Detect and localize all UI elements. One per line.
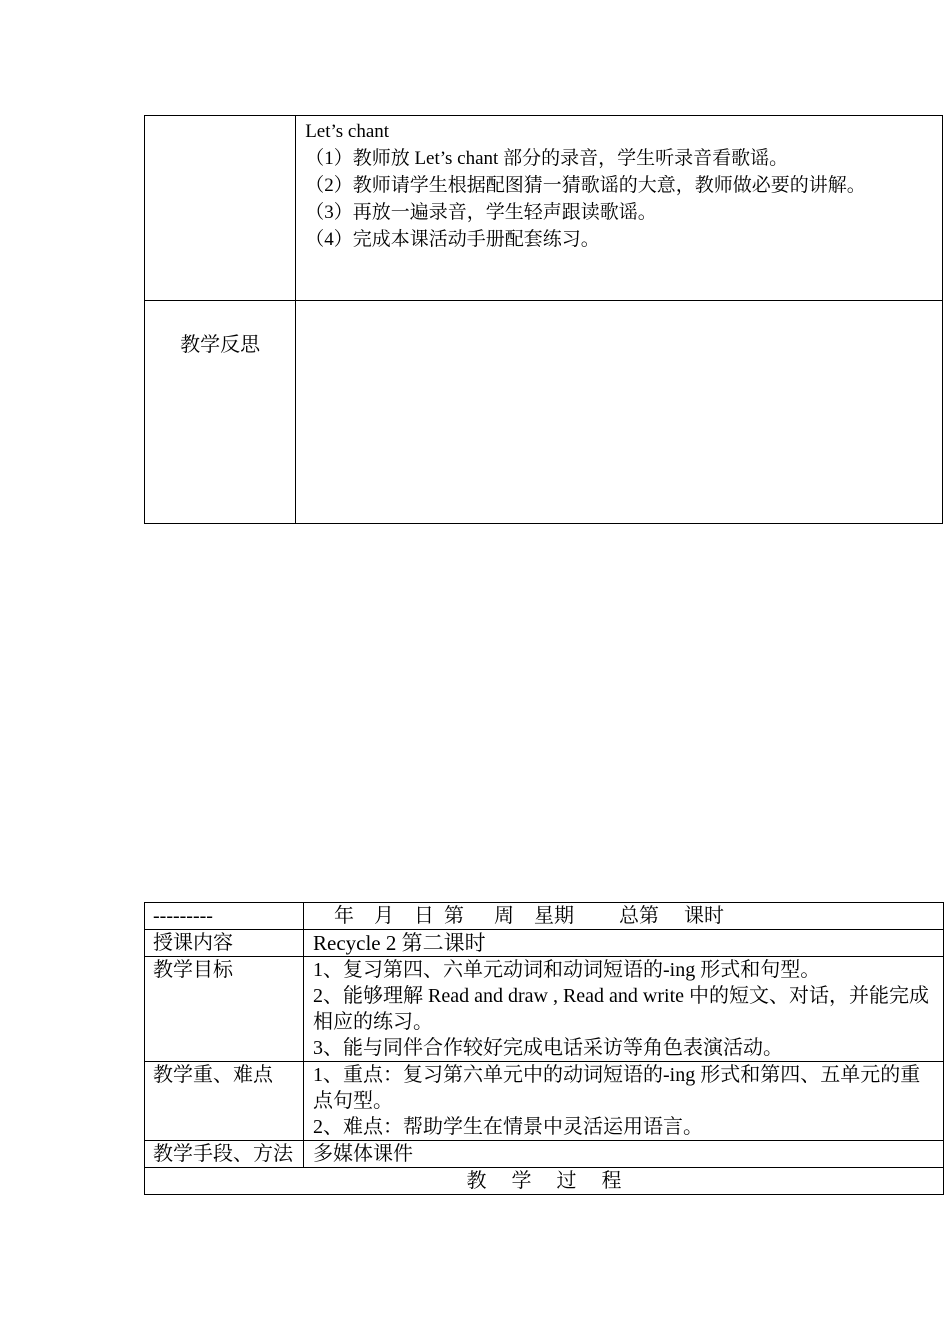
key-point-2: 2、难点：帮助学生在情景中灵活运用语言。 bbox=[313, 1116, 703, 1138]
row-label-key-points: 教学重、难点 bbox=[145, 1062, 304, 1141]
section-title: Let’s chant bbox=[305, 121, 390, 142]
step-1: （1）教师放 Let’s chant 部分的录音，学生听录音看歌谣。 bbox=[305, 148, 789, 169]
objective-1: 1、复习第四、六单元动词和动词短语的-ing 形式和句型。 bbox=[313, 959, 821, 981]
step-2: （2）教师请学生根据配图猜一猜歌谣的大意，教师做必要的讲解。 bbox=[305, 175, 866, 196]
row-label-methods: 教学手段、方法 bbox=[145, 1141, 304, 1168]
step-4: （4）完成本课活动手册配套练习。 bbox=[305, 229, 600, 250]
row-label-objectives: 教学目标 bbox=[145, 957, 304, 1062]
reflection-label: 教学反思 bbox=[145, 301, 296, 524]
objective-3: 3、能与同伴合作较好完成电话采访等角色表演活动。 bbox=[313, 1037, 783, 1059]
lesson-plan-table bbox=[144, 902, 944, 1195]
header-date-fields: 年 月 日 第 周 星期 总第 课时 bbox=[304, 903, 944, 930]
row-value-methods: 多媒体课件 bbox=[304, 1141, 944, 1168]
objective-2: 2、能够理解 Read and draw , Read and write 中的短文、对话，并能完成相应的练习。 bbox=[313, 985, 930, 1033]
step-3: （3）再放一遍录音，学生轻声跟读歌谣。 bbox=[305, 202, 657, 223]
chant-activity-cell bbox=[296, 116, 943, 301]
teaching-process-heading: 教 学 过 程 bbox=[145, 1168, 944, 1195]
reflection-content bbox=[296, 301, 943, 524]
row-label-content: 授课内容 bbox=[145, 930, 304, 957]
row-value-content: Recycle 2 第二课时 bbox=[304, 930, 944, 957]
key-point-1: 1、重点：复习第六单元中的动词短语的-ing 形式和第四、五单元的重点句型。 bbox=[313, 1064, 921, 1112]
header-dashes: --------- bbox=[145, 903, 304, 930]
row-value-key-points bbox=[304, 1062, 944, 1141]
row-value-objectives bbox=[304, 957, 944, 1062]
lesson-plan-continued-table bbox=[144, 115, 943, 524]
empty-label-cell bbox=[145, 116, 296, 301]
